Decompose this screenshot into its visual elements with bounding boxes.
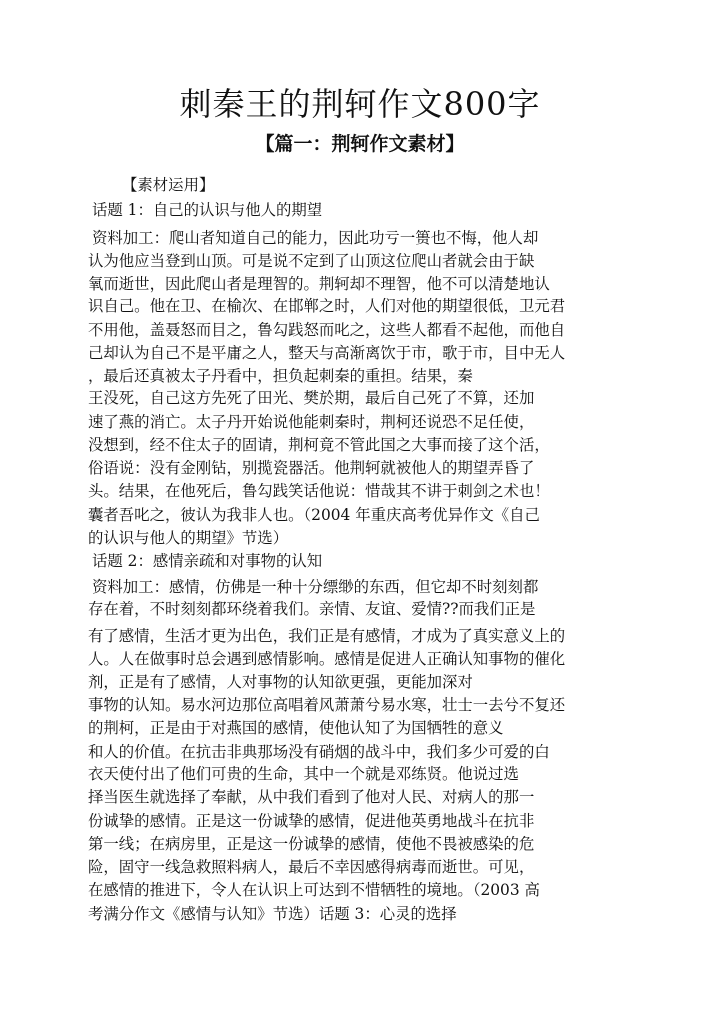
body-line: 剂，正是有了感情，人对事物的认知欲更强，更能加深对 [88,673,473,691]
body-line: 衣天使付出了他们可贵的生命，其中一个就是邓练贤。他说过选 [88,765,519,783]
document-subtitle: 【篇一：荆轲作文素材】 [255,133,465,155]
body-line: 氧而逝世，因此爬山者是理智的。荆轲却不理智，他不可以清楚地认 [88,275,550,293]
document-title: 刺秦王的荆轲作文800字 [179,85,541,123]
body-line: 王没死，自己这方先死了田光、樊於期，最后自己死了不算，还加 [88,389,535,407]
body-line: 人。人在做事时总会遇到感情影响。感情是促进人正确认知事物的催化 [88,650,566,668]
body-line: 的认识与他人的期望》节选） [88,529,289,547]
body-line: 有了感情，生活才更为出色，我们正是有感情，才成为了真实意义上的 [88,627,566,645]
body-line: 的荆柯，正是由于对燕国的感情，使他认知了为国牺牲的意义 [88,719,504,737]
body-line: 识自己。他在卫、在榆次、在邯郸之时，人们对他的期望很低，卫元君 [88,297,566,315]
body-line: 择当医生就选择了奉献，从中我们看到了他对人民、对病人的那一 [88,788,535,806]
body-line: 认为他应当登到山顶。可是说不定到了山顶这位爬山者就会由于缺 [88,252,535,270]
body-line: 在感情的推进下，令人在认识上可达到不惜牺牲的境地。（2003 高 [88,881,540,899]
body-line: 存在着，不时刻刻都环绕着我们。亲情、友谊、爱情??而我们正是 [88,600,536,618]
body-line: ，最后还真被太子丹看中，担负起刺秦的重担。结果，秦 [88,367,473,385]
body-line: 事物的认知。易水河边那位高唱着风萧萧兮易水寒，壮士一去兮不复还 [88,696,566,714]
body-line: 险，固守一线急救照料病人，最后不幸因感得病毒而逝世。可见， [88,858,535,876]
body-line: 考满分作文《感情与认知》节选）话题 3：心灵的选择 [88,905,457,923]
body-line: 份诚挚的感情。正是这一份诚挚的感情，促进他英勇地战斗在抗非 [88,812,535,830]
body-line: 第一线；在病房里，正是这一份诚挚的感情，使他不畏被感染的危 [88,835,535,853]
body-line: 资料加工：爬山者知道自己的能力，因此功亏一篑也不悔，他人却 [92,229,539,247]
body-line: 和人的价值。在抗击非典那场没有硝烟的战斗中，我们多少可爱的白 [88,743,550,761]
body-line: 头。结果，在他死后，鲁勾践笑话他说：惜哉其不讲于刺剑之术也！ [88,482,550,500]
body-line: 不用他，盖聂怒而目之，鲁勾践怒而叱之，这些人都看不起他，而他自 [88,321,566,339]
body-line: 资料加工：感情，仿佛是一种十分缥缈的东西，但它却不时刻刻都 [92,578,539,596]
body-line: 囊者吾叱之，彼认为我非人也。（2004 年重庆高考优异作文《自己 [88,506,540,524]
body-line: 速了燕的消亡。太子丹开始说他能刺秦时，荆柯还说恐不足任使， [88,413,535,431]
body-line: 话题 2：感情亲疏和对事物的认知 [92,552,323,570]
body-line: 己却认为自己不是平庸之人，整天与高渐离饮于市，歌于市，目中无人 [88,344,566,362]
body-line: 俗语说：没有金刚钻，别揽瓷器活。他荆轲就被他人的期望弄昏了 [88,459,535,477]
body-line: 话题 1：自己的认识与他人的期望 [92,201,323,219]
body-line: 【素材运用】 [122,176,215,194]
body-line: 没想到，经不住太子的固请，荆柯竟不管此国之大事而接了这个活， [88,436,550,454]
